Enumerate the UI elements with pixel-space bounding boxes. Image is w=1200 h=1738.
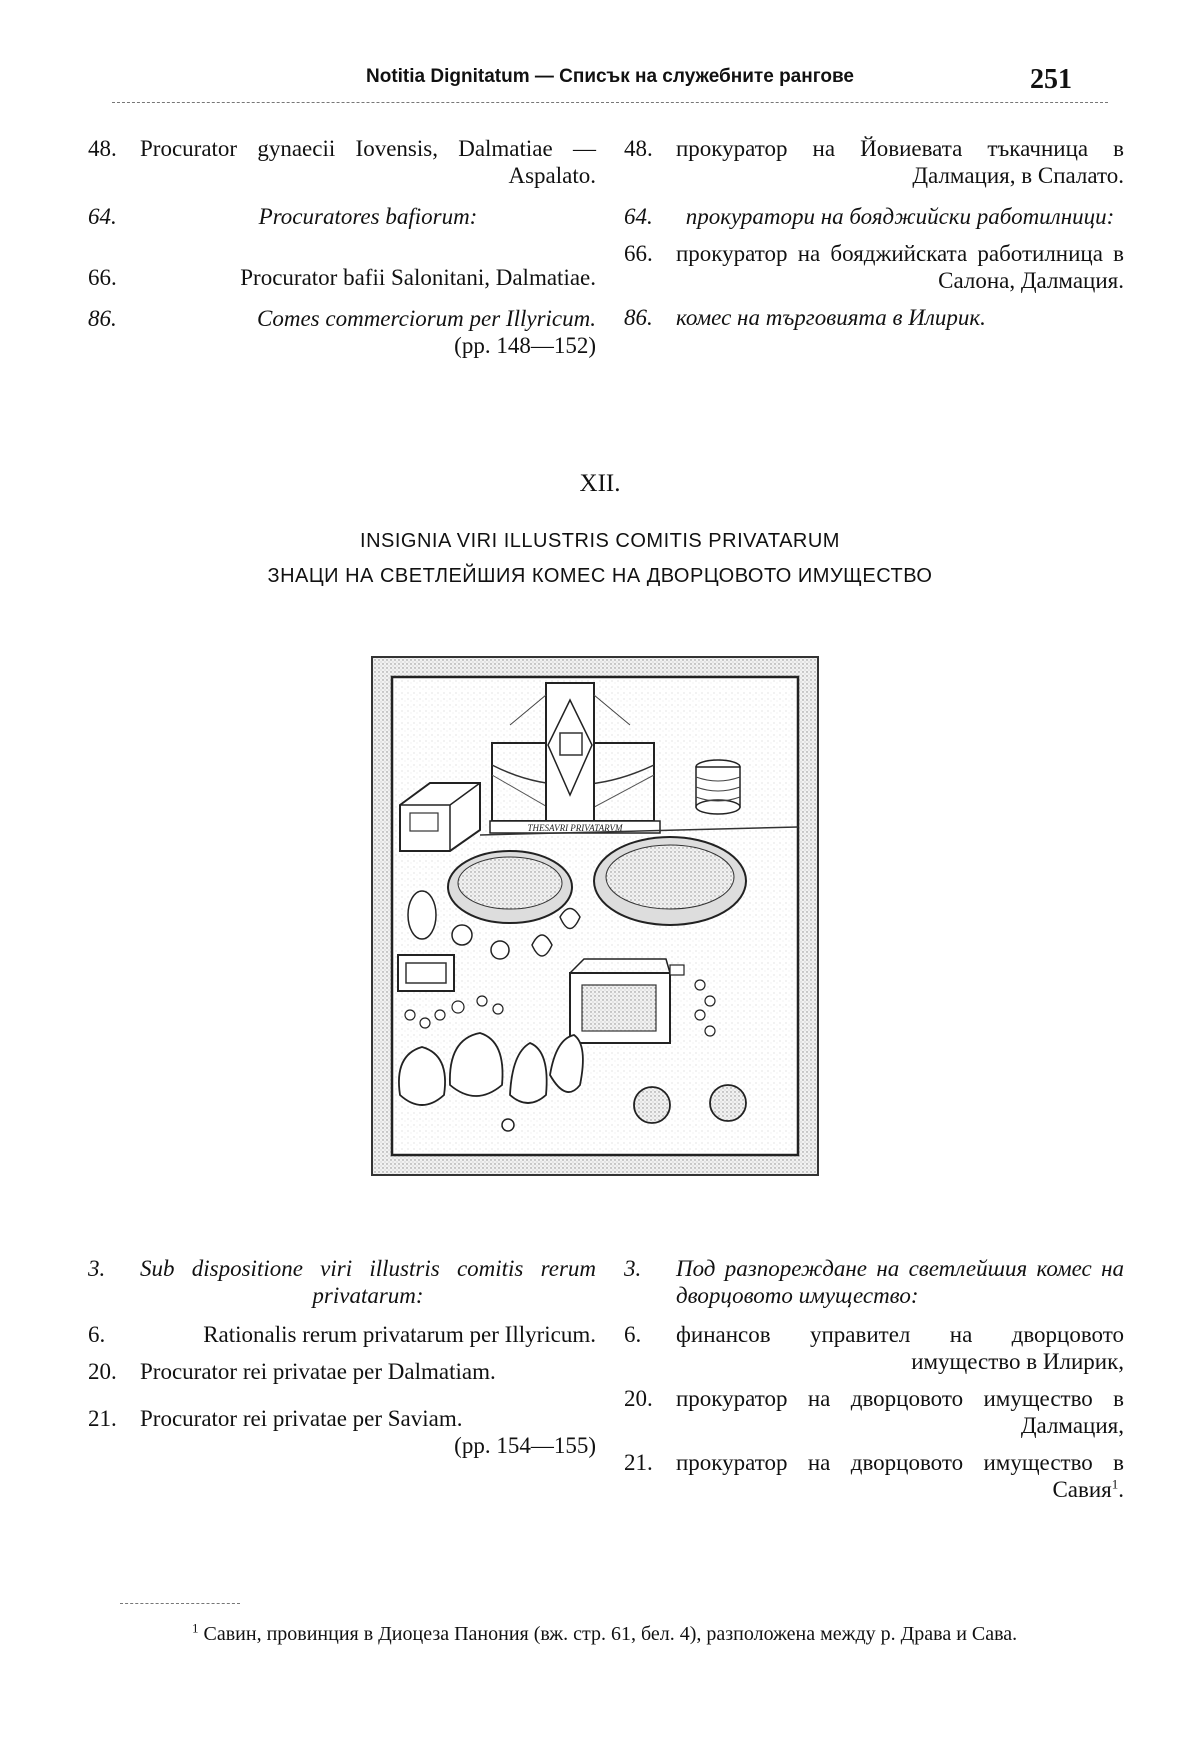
bottom-left-column [88, 1255, 596, 1459]
page-number: 251 [1030, 64, 1072, 95]
top-left-column [88, 135, 596, 359]
illustration-label: THESAVRI PRIVATARVM [527, 823, 623, 833]
insignia-illustration [370, 655, 820, 1177]
entry-number: 86. [624, 305, 653, 330]
entry-number: 48. [624, 136, 653, 161]
section-title-latin: INSIGNIA VIRI ILLUSTRIS COMITIS PRIVATARUM [360, 530, 840, 552]
entry-text-body: прокуратор на дворцовото имущество в Савия [676, 1450, 1124, 1502]
entry-text: прокуратор на бояджийската работилница в Салона, Далмация. [676, 241, 1124, 293]
list-item [624, 1321, 1124, 1375]
list-item [624, 304, 1124, 331]
entry-text: Procuratores bafiorum: [258, 204, 478, 229]
page-reference: (pp. 154—155) [454, 1433, 596, 1458]
coin-bowl-right-icon [594, 837, 746, 925]
footnote-rule [120, 1603, 240, 1604]
entry-number: 21. [624, 1450, 653, 1475]
entry-number: 3. [624, 1256, 642, 1281]
list-item [88, 203, 596, 230]
list-item [88, 1405, 596, 1432]
entry-number: 20. [624, 1386, 653, 1411]
entry-number: 6. [88, 1322, 106, 1347]
list-item [88, 1358, 596, 1385]
entry-number: 6. [624, 1322, 642, 1347]
list-item [624, 240, 1124, 294]
entry-number: 64. [624, 204, 653, 229]
section-title-bulgarian: ЗНАЦИ НА СВЕТЛЕЙШИЯ КОМЕС НА ДВОРЦОВОТО ИМУЩЕСТВО [267, 565, 933, 587]
list-item [88, 135, 596, 189]
entry-number: 48. [88, 136, 117, 161]
coin-bowl-left-icon [448, 851, 572, 923]
list-item [88, 264, 596, 291]
entry-number: 64. [88, 204, 117, 229]
entry-text [624, 1449, 1124, 1503]
running-title: Notitia Dignitatum — Списък на служебните рангове [366, 66, 854, 87]
entry-text: Sub dispositione viri illustris comitis rerum privatarum: [140, 1256, 596, 1308]
entry-text: Procurator rei privatae per Dalmatiam. [140, 1359, 496, 1384]
page-reference: (pp. 148—152) [454, 333, 596, 358]
list-item [624, 1449, 1124, 1503]
footnote [96, 1622, 1108, 1646]
entry-text: комес на търговията в Илирик. [676, 305, 986, 330]
entry-text: финансов управител на дворцовото имущество в Илирик, [676, 1322, 1124, 1374]
entry-text: Procurator gynaecii Iovensis, Dalmatiae — Aspalato. [140, 136, 596, 188]
entry-text: прокуратори на бояджийски работилници: [685, 204, 1115, 229]
list-item [88, 1255, 596, 1309]
entry-text-tail: . [1118, 1477, 1124, 1502]
footnote-reference[interactable]: 1 [1111, 1476, 1119, 1492]
list-item [624, 1255, 1124, 1309]
coin-stack-icon [696, 760, 740, 814]
section-number: XII. [579, 470, 621, 497]
list-item [624, 135, 1124, 189]
list-item [624, 1385, 1124, 1439]
entry-number: 66. [624, 241, 653, 266]
entry-text: прокуратор на дворцовото имущество в Далмация, [676, 1386, 1124, 1438]
footnote-mark: 1 [192, 1620, 199, 1636]
list-item [624, 203, 1124, 230]
running-head [0, 62, 1200, 102]
entry-text: Procurator bafii Salonitani, Dalmatiae. [240, 265, 596, 290]
entry-text: Под разпореждане на светлейшия комес на дворцовото имущество: [676, 1256, 1124, 1308]
entry-text: Comes commerciorum per Illyricum. [257, 306, 596, 331]
entry-number: 3. [88, 1256, 106, 1281]
top-right-column [624, 135, 1124, 341]
entry-number: 66. [88, 265, 117, 290]
entry-number: 21. [88, 1406, 117, 1431]
tablet-icon [398, 955, 454, 991]
list-item [88, 1321, 596, 1348]
entry-number: 86. [88, 306, 117, 331]
footnote-text: Савин, провинция в Диоцеза Панония (вж. стр. 61, бел. 4), разположена между р. Драва и Сава. [203, 1623, 1018, 1645]
entry-text: прокуратор на Йовиевата тъкачница в Далмация, в Спалато. [676, 136, 1124, 188]
entry-number: 20. [88, 1359, 117, 1384]
entry-text: Rationalis rerum privatarum per Illyricum. [203, 1322, 596, 1347]
list-item [88, 305, 596, 332]
header-rule [112, 102, 1108, 103]
bottom-right-column [624, 1255, 1124, 1513]
entry-text: Procurator rei privatae per Saviam. [140, 1406, 463, 1431]
